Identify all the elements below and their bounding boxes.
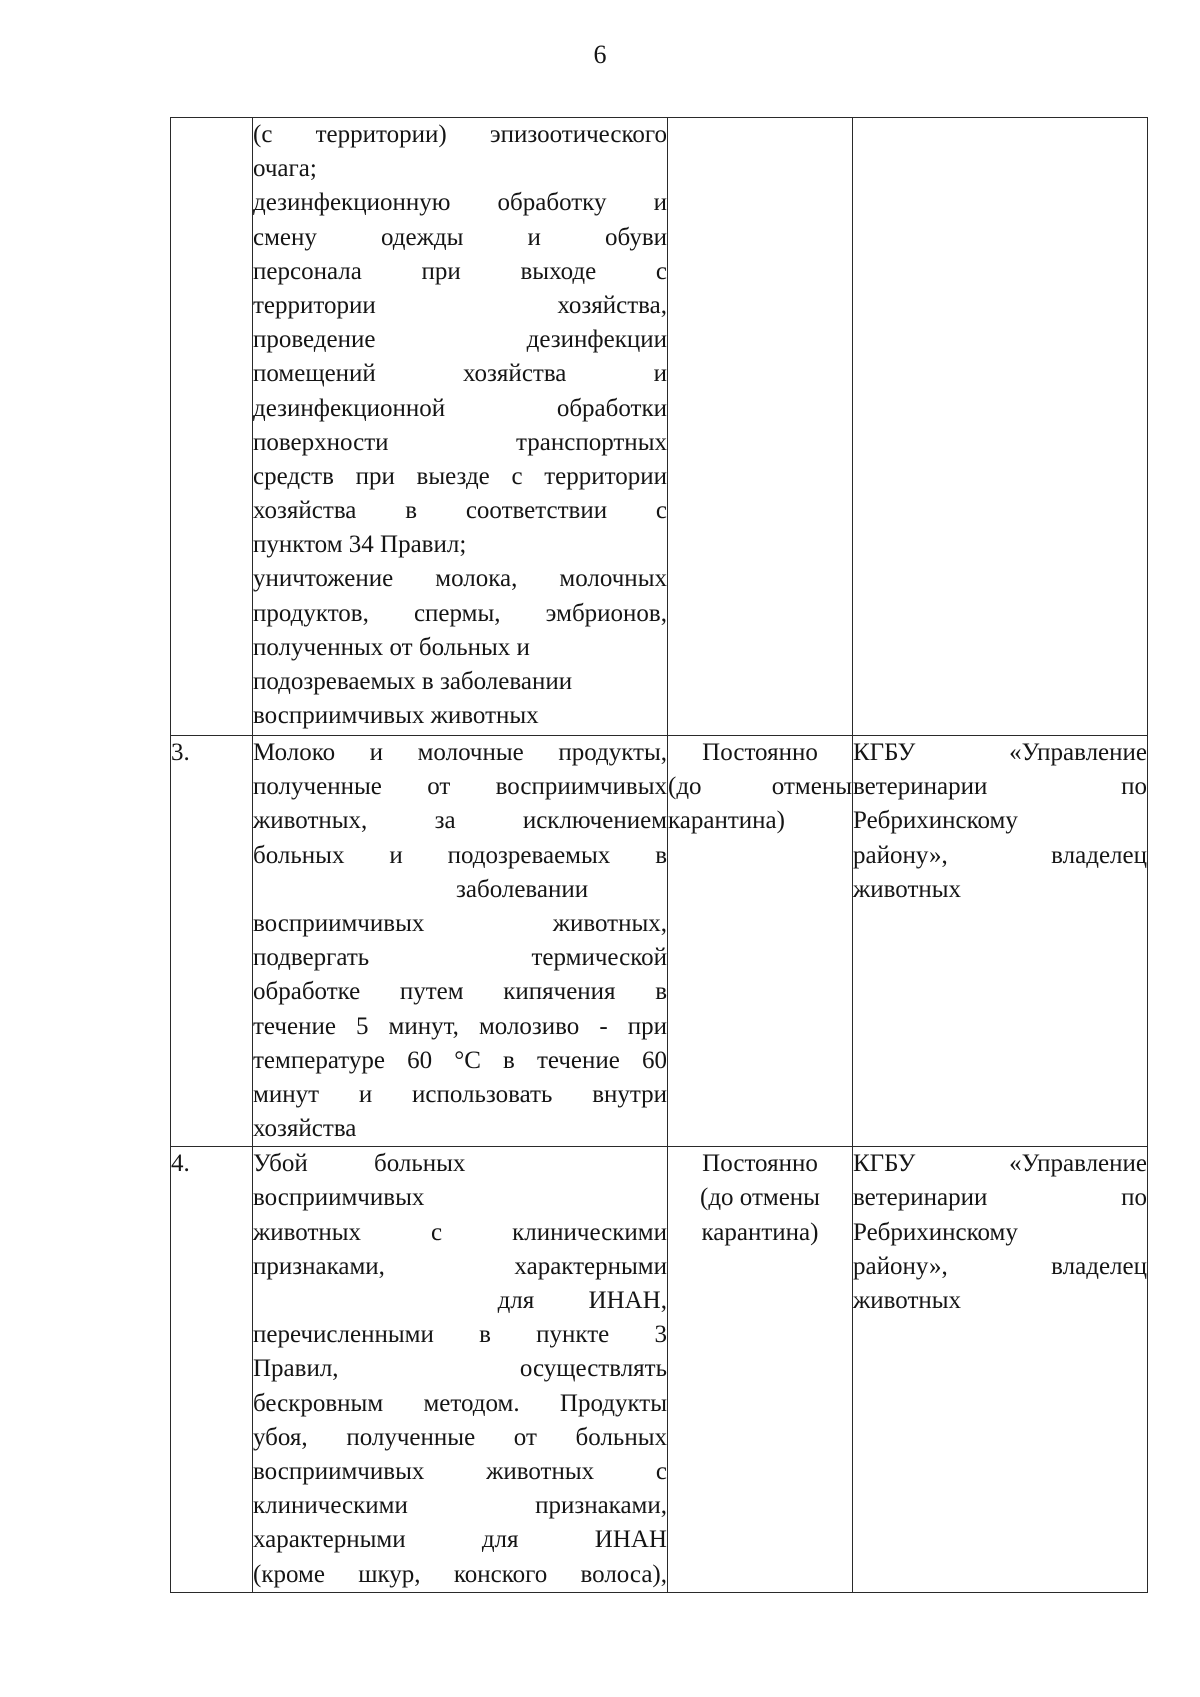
term-line: Постоянно bbox=[702, 1150, 818, 1178]
measure-line: животных с клиническими bbox=[253, 1218, 667, 1246]
measure-line: очага; bbox=[253, 155, 317, 183]
measure-line: дезинфекционную обработку и bbox=[253, 189, 667, 217]
measure-line: помещений хозяйства и bbox=[253, 360, 667, 388]
measure-line: животных, за исключением bbox=[253, 807, 667, 835]
responsible-line: животных bbox=[853, 875, 962, 903]
responsible-cell bbox=[853, 736, 1148, 1147]
measure-cell bbox=[253, 736, 668, 1147]
responsible-cell bbox=[853, 118, 1148, 736]
measure-line: персонала при выходе с bbox=[253, 257, 667, 285]
measure-line: убоя, полученные от больных bbox=[253, 1423, 667, 1451]
row-number-cell: 3. bbox=[171, 736, 253, 1147]
term-cell bbox=[668, 736, 853, 1147]
measure-line: поверхности транспортных bbox=[253, 428, 667, 456]
measure-line: подозреваемых в заболевании bbox=[253, 668, 573, 695]
measure-line: территории хозяйства, bbox=[253, 291, 667, 319]
measure-line: (с территории) эпизоотического bbox=[253, 121, 667, 148]
term-line: карантина) bbox=[701, 1218, 819, 1246]
measure-line: клиническими признаками, bbox=[253, 1492, 667, 1520]
measure-line: дезинфекционной обработки bbox=[253, 394, 667, 422]
row-number-cell: 4. bbox=[171, 1147, 253, 1592]
term-line: карантина) bbox=[668, 807, 785, 835]
responsible-cell bbox=[853, 1147, 1148, 1592]
table-row-3 bbox=[171, 736, 1148, 1147]
measure-line: полученные от восприимчивых bbox=[253, 773, 667, 801]
measure-line: восприимчивых животных с bbox=[253, 1457, 667, 1485]
measure-line: полученных от больных и bbox=[253, 633, 530, 661]
measure-line: восприимчивых bbox=[253, 1184, 425, 1212]
measure-line: заболевании bbox=[456, 875, 589, 903]
measure-line: минут и использовать внутри bbox=[253, 1080, 667, 1108]
responsible-line: Ребрихинскому bbox=[853, 1218, 1018, 1246]
measure-line: восприимчивых животных bbox=[253, 702, 539, 730]
measure-line: для ИНАН, bbox=[497, 1287, 667, 1314]
responsible-line: ветеринарии по bbox=[853, 773, 1147, 801]
measure-line: признаками, характерными bbox=[253, 1252, 667, 1280]
measure-line: характерными для ИНАН bbox=[253, 1526, 667, 1554]
measure-line: проведение дезинфекции bbox=[253, 326, 667, 354]
measure-cell bbox=[253, 1147, 668, 1592]
responsible-line: КГБУ «Управление bbox=[853, 739, 1147, 766]
measure-line: продуктов, спермы, эмбрионов, bbox=[253, 599, 667, 627]
responsible-line: животных bbox=[853, 1287, 962, 1314]
measure-line: пунктом 34 Правил; bbox=[253, 531, 467, 559]
measure-line: средств при выезде с территории bbox=[253, 462, 667, 490]
measure-line: бескровным методом. Продукты bbox=[253, 1389, 667, 1417]
term-cell bbox=[668, 118, 853, 736]
measure-line: Правил, осуществлять bbox=[253, 1355, 667, 1383]
measure-line: течение 5 минут, молозиво - при bbox=[253, 1012, 667, 1040]
measure-line: обработке путем кипячения в bbox=[253, 978, 667, 1006]
term-line: (до отмены bbox=[668, 773, 852, 801]
measure-line: подвергать термической bbox=[253, 944, 667, 972]
measure-line: уничтожение молока, молочных bbox=[253, 565, 667, 593]
term-line: Постоянно bbox=[702, 739, 818, 766]
term-cell bbox=[668, 1147, 853, 1592]
measure-line: температуре 60 °С в течение 60 bbox=[253, 1046, 667, 1074]
measure-line: Убой больных bbox=[253, 1150, 466, 1178]
row-number-cell bbox=[171, 118, 253, 736]
responsible-line: Ребрихинскому bbox=[853, 807, 1018, 835]
table-row-4 bbox=[171, 1147, 1148, 1592]
measure-line: больных и подозреваемых в bbox=[253, 841, 667, 869]
measure-line: хозяйства bbox=[253, 1115, 357, 1143]
measure-line: смену одежды и обуви bbox=[253, 223, 667, 251]
term-line: (до отмены bbox=[700, 1184, 820, 1212]
measure-line: перечисленными в пункте 3 bbox=[253, 1321, 667, 1349]
measures-table bbox=[170, 117, 1148, 1593]
measure-line: восприимчивых животных, bbox=[253, 909, 667, 937]
measure-line: хозяйства в соответствии с bbox=[253, 497, 667, 525]
page-number: 6 bbox=[593, 40, 607, 69]
measure-cell bbox=[253, 118, 668, 736]
table-row-continued bbox=[171, 118, 1148, 736]
measure-line: (кроме шкур, конского волоса), bbox=[253, 1560, 667, 1588]
responsible-line: району», владелец bbox=[853, 1252, 1147, 1280]
responsible-line: району», владелец bbox=[853, 841, 1147, 869]
responsible-line: ветеринарии по bbox=[853, 1184, 1147, 1212]
measure-line: Молоко и молочные продукты, bbox=[253, 739, 667, 766]
responsible-line: КГБУ «Управление bbox=[853, 1150, 1147, 1178]
